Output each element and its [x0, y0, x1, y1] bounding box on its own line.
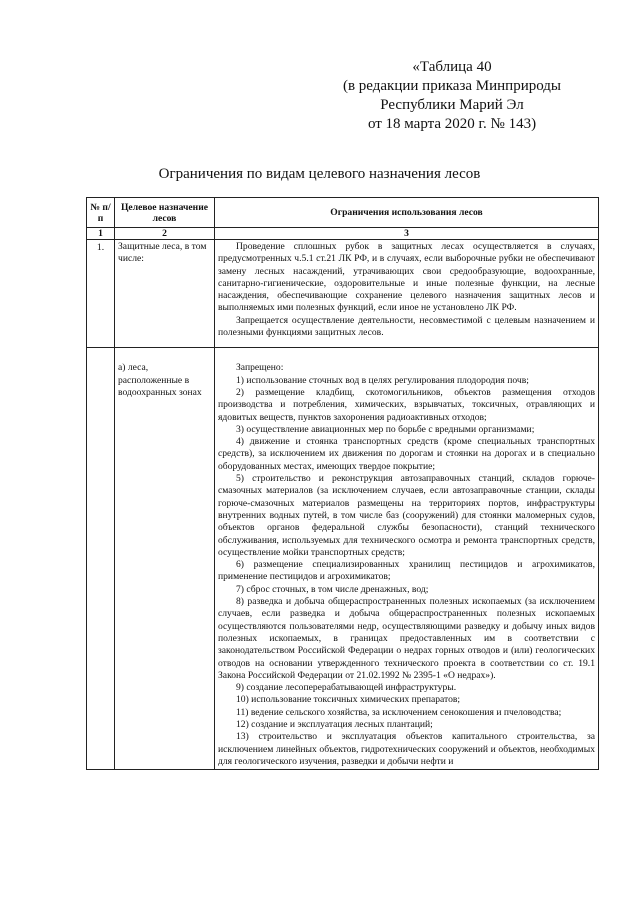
- document-title: Ограничения по видам целевого назначения лесов: [158, 166, 481, 182]
- row-purpose: Защитные леса, в том числе:: [115, 240, 215, 348]
- table-row: [87, 348, 599, 770]
- restriction-paragraph: Запрещено:: [236, 362, 284, 374]
- table-header-row: [87, 198, 599, 228]
- restriction-paragraph: 11) ведение сельского хозяйства, за исключением сенокошения и пчеловодства;: [236, 706, 562, 718]
- row-purpose: а) леса, расположенные в водоохранных зонах: [115, 348, 215, 770]
- column-number-1: 1: [87, 228, 115, 240]
- table-row: [87, 240, 599, 348]
- restrictions-table: [86, 197, 599, 770]
- restriction-paragraph: 12) создание и эксплуатация лесных плантаций;: [236, 718, 433, 730]
- restriction-paragraph: 10) использование токсичных химических препаратов;: [236, 694, 461, 706]
- restriction-paragraph: 8) разведка и добыча общераспространенных полезных ископаемых (за исключением случаев, если разведка и добыча общераспространенных полезных ископаемых осуществляются пользователями недр, осуществляющими разведку и добычу иных видов полезных ископаемых, в границах предоставленных им в соответствии с законодательством Российской Федерации о недрах горных отводов и (или) геологических отводов на основании утвержденного технического проекта в соответствии со ст. 19.1 Закона Российской Федерации от 21.02.1992 № 2395-1 «О недрах»).: [218, 596, 595, 681]
- column-number-row: [87, 228, 599, 240]
- column-header-restrictions: Ограничения использования лесов: [215, 198, 599, 228]
- column-number-2: 2: [115, 228, 215, 240]
- restriction-paragraph: 6) размещение специализированных хранилищ пестицидов и агрохимикатов, применение пестицидов и агрохимикатов;: [218, 559, 595, 583]
- restriction-paragraph: Проведение сплошных рубок в защитных лесах осуществляется в случаях, предусмотренных ч.5.1 ст.21 ЛК РФ, и в случаях, если выборочные рубки не обеспечивают замену лесных насаждений, утрачивающих свои средообразующие, водоохранные, санитарно-гигиенические, оздоровительные и иные полезные функции, на лесные насаждения, обеспечивающие сохранение целевого назначения защитных лесов и выполняемых ими полезных функций, если иное не установлено ЛК РФ.: [218, 241, 595, 314]
- restriction-paragraph: 5) строительство и реконструкция автозаправочных станций, складов горюче-смазочных материалов (за исключением случаев, если автозаправочные станции, склады горюче-смазочных материалов размещены на территориях портов, инфраструктуры внутренних водных путей, в том числе баз (сооружений) для стоянки маломерных судов, объектов органов федеральной службы безопасности), станций технического обслуживания, используемых для технического осмотра и ремонта транспортных средств, осуществление мойки транспортных средств;: [218, 473, 595, 558]
- restriction-paragraph: 9) создание лесоперерабатывающей инфраструктуры.: [236, 682, 457, 694]
- row-number: [87, 348, 115, 770]
- column-header-purpose: Целевое назначение лесов: [115, 198, 215, 228]
- restriction-paragraph: 2) размещение кладбищ, скотомогильников, объектов размещения отходов производства и потребления, химических, взрывчатых, токсичных, отравляющих и ядовитых веществ, пунктов захоронения радиоактивных отходов;: [218, 386, 595, 423]
- header-line-4: от 18 марта 2020 г. № 143): [367, 116, 537, 132]
- header-line-1: «Таблица 40: [412, 59, 492, 75]
- restriction-paragraph: 13) строительство и эксплуатация объектов капитального строительства, за исключением линейных объектов, гидротехнических сооружений и объектов, необходимых для геологического изучения, разведки и добычи нефти и: [218, 731, 595, 767]
- restriction-paragraph: Запрещается осуществление деятельности, несовместимой с целевым назначением и полезными функциями защитных лесов.: [218, 314, 595, 339]
- restriction-paragraph: 3) осуществление авиационных мер по борьбе с вредными организмами;: [236, 423, 535, 435]
- table-reference-header: [337, 58, 567, 134]
- column-number-3: 3: [215, 228, 599, 240]
- restriction-paragraph: 4) движение и стоянка транспортных средств (кроме специальных транспортных средств), за исключением их движения по дорогам и стоянки на дорогах и в специально оборудованных местах, имеющих твердое покрытие;: [218, 436, 595, 472]
- column-header-number: № п/п: [87, 198, 115, 228]
- header-line-3: Республики Марий Эл: [380, 97, 524, 113]
- row-restrictions: [215, 240, 599, 348]
- row-number: 1.: [87, 240, 115, 348]
- header-line-2: (в редакции приказа Минприроды: [342, 78, 562, 94]
- restriction-paragraph: 7) сброс сточных, в том числе дренажных, вод;: [236, 583, 429, 595]
- row-restrictions: [215, 348, 599, 770]
- restriction-paragraph: 1) использование сточных вод в целях регулирования плодородия почв;: [236, 374, 529, 386]
